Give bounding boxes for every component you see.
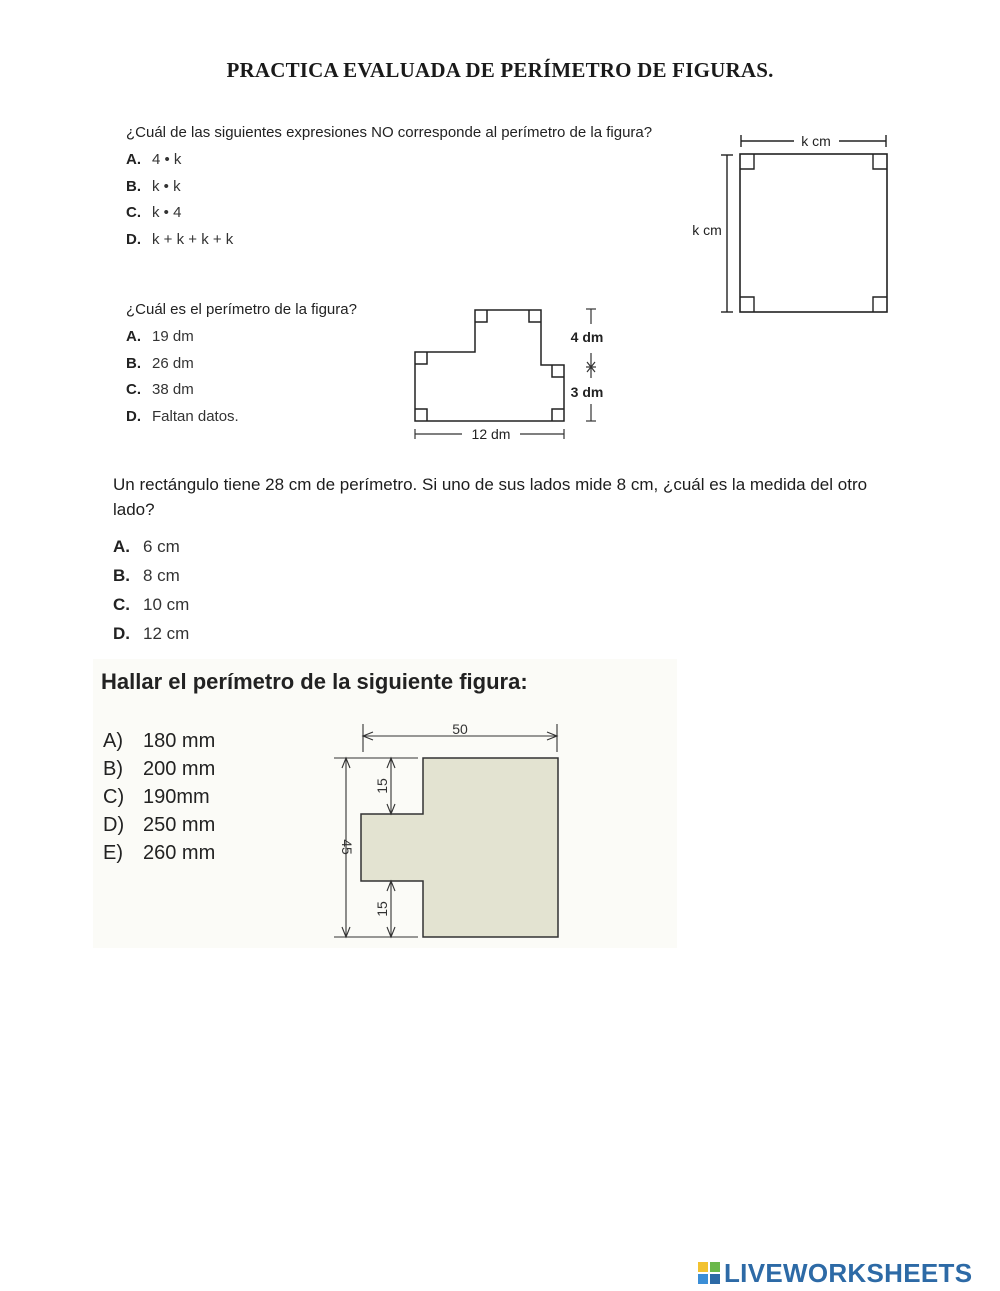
question-3-option-c[interactable]: C. 10 cm	[113, 595, 190, 614]
t-shape-width-label: 50	[452, 721, 468, 737]
question-3-option-d[interactable]: D. 12 cm	[113, 624, 190, 643]
polygon-label-4dm: 4 dm	[570, 329, 604, 345]
square-figure	[680, 125, 900, 325]
question-4-option-a[interactable]: A) 180 mm	[103, 730, 216, 752]
question-1-option-b[interactable]: B. k • k	[126, 177, 181, 195]
t-shape-height-label: 45	[339, 839, 355, 855]
question-1-stem: ¿Cuál de las siguientes expresiones NO corresponde al perímetro de la figura?	[126, 124, 653, 141]
question-1	[126, 124, 652, 253]
polygon-label-12dm: 12 dm	[471, 426, 511, 442]
logo-icon	[697, 1261, 721, 1285]
polygon-label-3dm: 3 dm	[570, 384, 604, 400]
t-shape-upper-label: 15	[374, 778, 390, 794]
question-4-option-d[interactable]: D) 250 mm	[103, 814, 216, 836]
question-3-stem: Un rectángulo tiene 28 cm de perímetro. Si uno de sus lados mide 8 cm, ¿cuál es la medida del otro lado?	[113, 475, 868, 519]
question-3-option-b[interactable]: B. 8 cm	[113, 566, 180, 585]
question-2-option-c[interactable]: C. 38 dm	[126, 381, 194, 398]
question-2-stem: ¿Cuál es el perímetro de la figura?	[126, 301, 357, 318]
square-top-label: k cm	[801, 133, 831, 149]
polygon-figure	[400, 300, 620, 448]
question-1-option-c[interactable]: C. k • 4	[126, 204, 182, 221]
question-3	[113, 472, 903, 648]
question-2-option-b[interactable]: B. 26 dm	[126, 354, 194, 372]
square-side-label: k cm	[692, 222, 722, 238]
t-shape-lower-label: 15	[374, 901, 390, 917]
question-4-option-c[interactable]: C) 190mm	[103, 786, 210, 808]
question-4-option-e[interactable]: E) 260 mm	[103, 842, 216, 864]
question-1-option-a[interactable]: A. 4 • k	[126, 151, 182, 168]
question-2-option-d[interactable]: D. Faltan datos.	[126, 407, 239, 425]
t-shape-figure	[318, 714, 568, 946]
liveworksheets-logo[interactable]	[697, 1255, 972, 1291]
question-4	[93, 659, 677, 948]
logo-text: LIVEWORKSHEETS	[724, 1257, 973, 1288]
question-4-stem: Hallar el perímetro de la siguiente figura:	[101, 669, 528, 694]
question-1-option-d[interactable]: D. k + k + k + k	[126, 230, 234, 248]
question-2-option-a[interactable]: A. 19 dm	[126, 328, 194, 345]
question-2	[126, 301, 357, 430]
page-title: PRACTICA EVALUADA DE PERÍMETRO DE FIGURAS.	[226, 58, 774, 82]
question-3-option-a[interactable]: A. 6 cm	[113, 537, 180, 556]
question-4-option-b[interactable]: B) 200 mm	[103, 758, 216, 780]
